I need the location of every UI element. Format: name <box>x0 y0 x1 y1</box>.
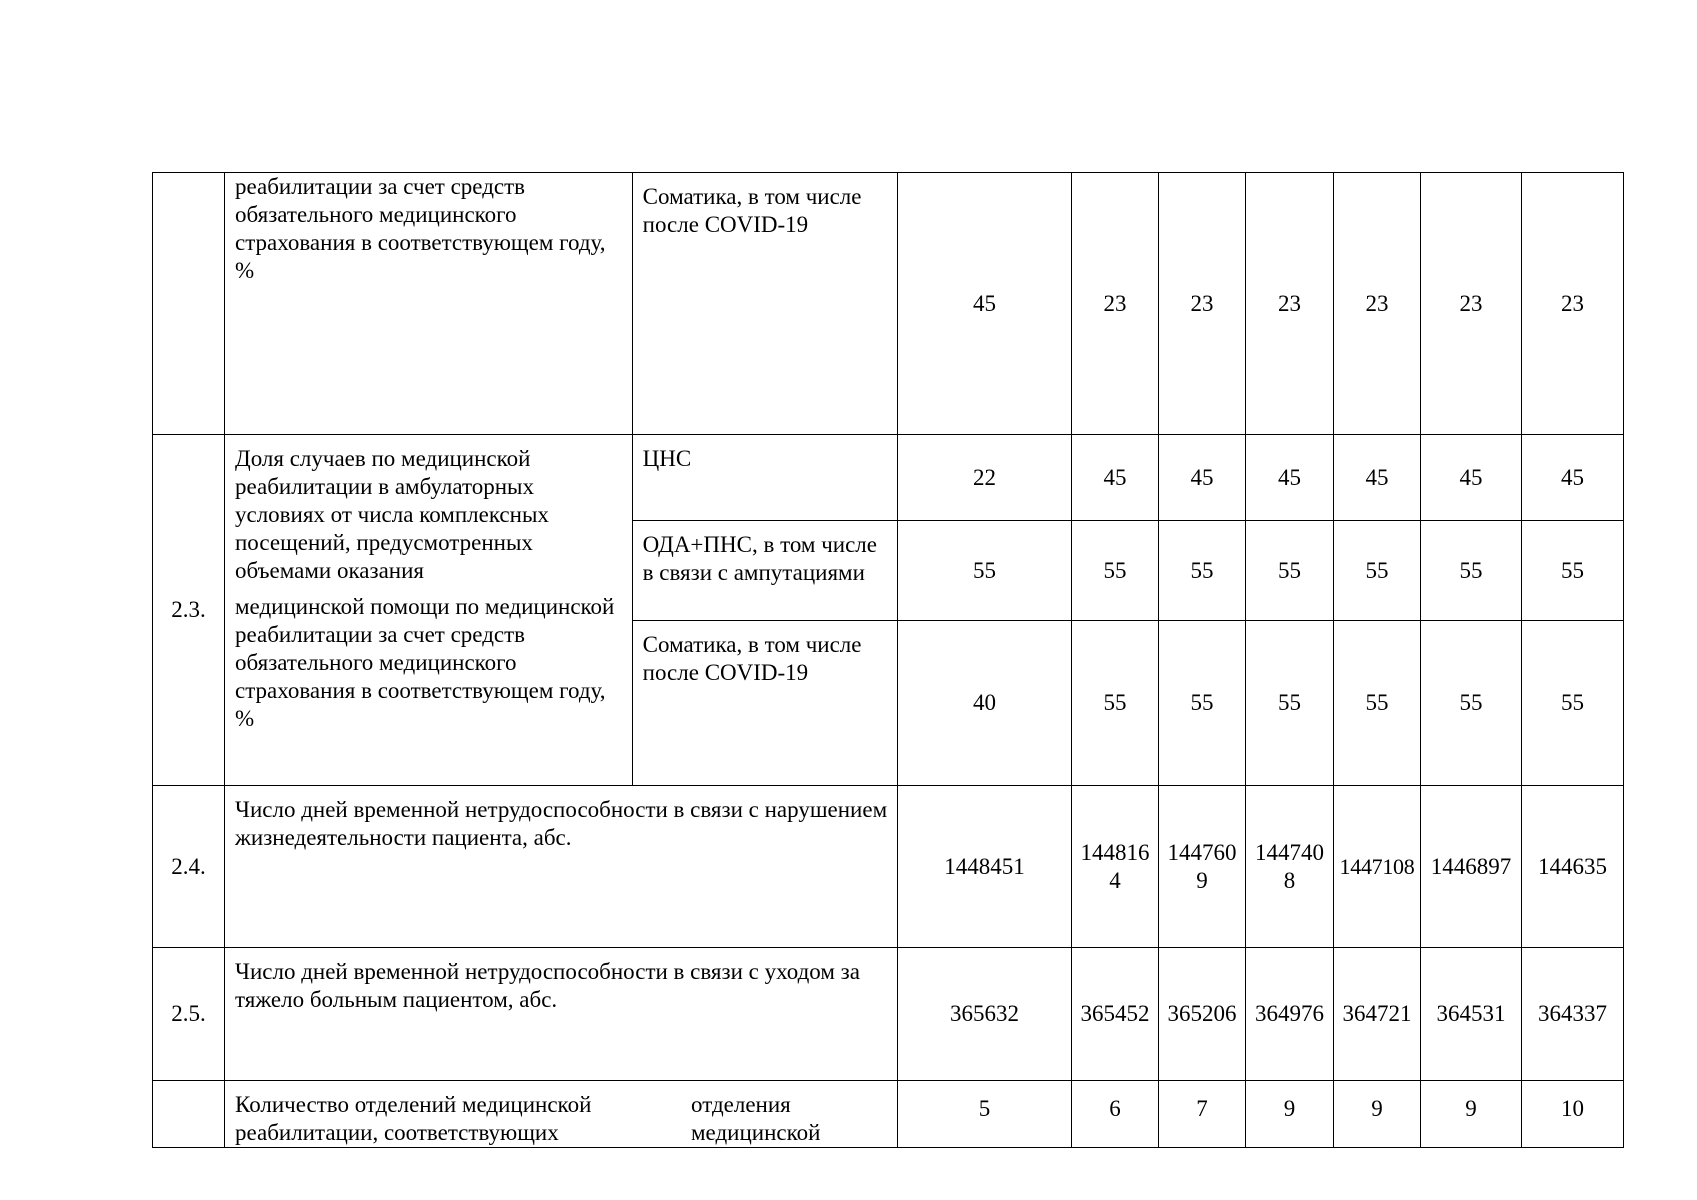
value-cell: 23 <box>1421 173 1522 435</box>
table-row <box>153 948 1624 1081</box>
profile-text: Соматика, в том числе после COVID-19 <box>642 632 862 685</box>
value-cell: 55 <box>1072 521 1159 621</box>
value-cell: 1447108 <box>1334 786 1421 948</box>
indicators-table <box>152 172 1624 1148</box>
value-cell: 45 <box>1334 435 1421 521</box>
row-index-cell <box>153 1081 225 1148</box>
value-cell: 55 <box>1334 521 1421 621</box>
row-index-cell <box>153 948 225 1081</box>
indicator-cell <box>225 435 633 786</box>
value-cell: 6 <box>1072 1081 1159 1148</box>
profile-text: ОДА+ПНС, в том числе в связи с ампутациями <box>642 532 877 585</box>
value-cell: 45 <box>1522 435 1624 521</box>
value-cell: 23 <box>1072 173 1159 435</box>
table-row <box>153 786 1624 948</box>
value-cell: 55 <box>1421 621 1522 786</box>
value-cell <box>1072 786 1159 948</box>
value-cell: 55 <box>1159 521 1246 621</box>
value-text: 1448164 <box>1080 839 1150 893</box>
value-cell: 55 <box>1246 621 1334 786</box>
profile-cell <box>632 435 897 521</box>
indicator-cell <box>225 786 898 948</box>
value-cell: 1448451 <box>898 786 1072 948</box>
table-row <box>153 1081 1624 1148</box>
row-index: 2.4. <box>171 853 206 879</box>
value-cell: 23 <box>1246 173 1334 435</box>
value-cell: 45 <box>1421 435 1522 521</box>
value-text: 1447609 <box>1167 839 1237 893</box>
value-cell: 23 <box>1334 173 1421 435</box>
value-cell: 144635 <box>1522 786 1624 948</box>
value-cell: 23 <box>1159 173 1246 435</box>
unit-text: отделения медицинской <box>691 1092 821 1145</box>
value-cell: 55 <box>1421 521 1522 621</box>
value-cell: 365632 <box>898 948 1072 1081</box>
value-cell: 364337 <box>1522 948 1624 1081</box>
value-cell: 55 <box>1159 621 1246 786</box>
indicator-cell <box>225 948 898 1081</box>
table-row <box>153 435 1624 521</box>
profile-cell <box>632 173 897 435</box>
indicator-cell <box>225 1081 898 1148</box>
row-index-cell <box>153 173 225 435</box>
value-cell: 22 <box>898 435 1072 521</box>
indicator-text: Число дней временной нетрудоспособности в связи с нарушением жизнедеятельности пациента, абс. <box>235 797 888 850</box>
row-index-cell <box>153 435 225 786</box>
value-cell <box>1246 786 1334 948</box>
value-cell: 1446897 <box>1421 786 1522 948</box>
value-cell: 365452 <box>1072 948 1159 1081</box>
paragraph-gap <box>235 585 626 593</box>
value-cell: 45 <box>898 173 1072 435</box>
profile-text: ЦНС <box>642 446 692 471</box>
row-index-cell <box>153 786 225 948</box>
value-cell: 55 <box>1072 621 1159 786</box>
value-cell: 55 <box>898 521 1072 621</box>
row-index: 2.5. <box>171 1001 206 1026</box>
indicator-text-continued: медицинской помощи по медицинской реабилитации за счет средств обязательного медицинского страхования в соответствующем году, % <box>235 594 615 731</box>
profile-cell <box>632 521 897 621</box>
indicator-text: Число дней временной нетрудоспособности в связи с уходом за тяжело больным пациентом, абс. <box>235 959 860 1012</box>
value-cell: 45 <box>1072 435 1159 521</box>
profile-cell <box>632 621 897 786</box>
value-cell: 23 <box>1522 173 1624 435</box>
row-index: 2.3. <box>171 597 206 622</box>
indicator-text: Количество отделений медицинской реабилитации, соответствующих <box>235 1092 592 1145</box>
value-cell: 5 <box>898 1081 1072 1148</box>
value-cell: 45 <box>1246 435 1334 521</box>
value-cell: 9 <box>1421 1081 1522 1148</box>
value-cell: 40 <box>898 621 1072 786</box>
value-cell: 55 <box>1334 621 1421 786</box>
value-cell: 10 <box>1522 1081 1624 1148</box>
value-cell: 364721 <box>1334 948 1421 1081</box>
value-cell: 55 <box>1246 521 1334 621</box>
indicator-cell <box>225 173 633 435</box>
value-cell: 55 <box>1522 621 1624 786</box>
value-cell: 7 <box>1159 1081 1246 1148</box>
value-text: 1447408 <box>1255 839 1324 893</box>
value-cell: 45 <box>1159 435 1246 521</box>
value-cell: 364531 <box>1421 948 1522 1081</box>
value-cell: 364976 <box>1246 948 1334 1081</box>
table-row <box>153 173 1624 435</box>
indicator-text: реабилитации за счет средств обязательного медицинского страхования в соответствующем году, % <box>235 174 606 283</box>
value-cell <box>1159 786 1246 948</box>
indicator-text: Доля случаев по медицинской реабилитации в амбулаторных условиях от числа комплексных посещений, предусмотренных объемами оказания <box>235 446 549 583</box>
value-cell: 365206 <box>1159 948 1246 1081</box>
profile-text: Соматика, в том числе после COVID-19 <box>642 184 862 237</box>
value-cell: 9 <box>1334 1081 1421 1148</box>
value-cell: 9 <box>1246 1081 1334 1148</box>
value-cell: 55 <box>1522 521 1624 621</box>
